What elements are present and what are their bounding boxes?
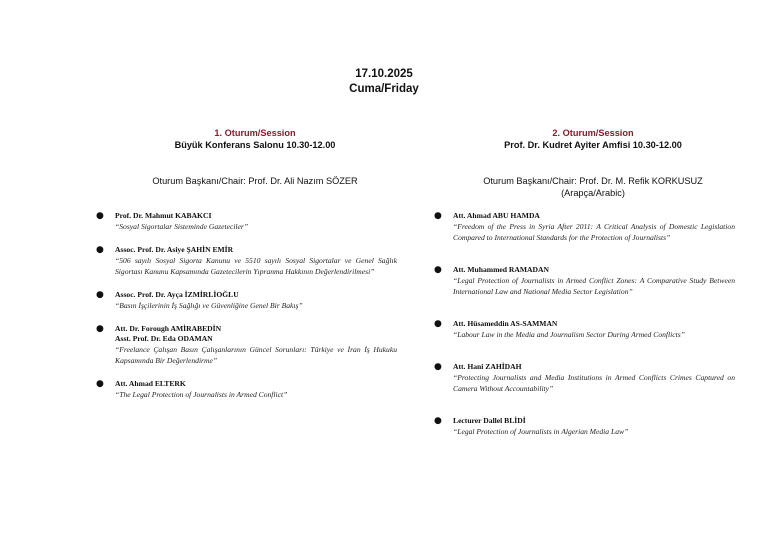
speaker-name: Att. Hani ZAHİDAH (453, 362, 522, 371)
talk-title: “506 sayılı Sosyal Sigorta Kanunu ve 5510 sayılı Sosyal Sigortalar ve Genel Sağlık Sigortası Kanunu Kapsamında Gazetecilerin Yıpranma Hakkının Değerlendirilmesi” (115, 256, 397, 276)
talk-item (428, 319, 758, 340)
session-chair: Oturum Başkanı/Chair: Prof. Dr. M. Refik KORKUSUZ (483, 176, 703, 186)
talk-title: “Legal Protection of Journalists in Armed Conflict Zones: A Comparative Study Between International Law and National Media Sector Legislation” (453, 276, 735, 296)
bullet-icon: ● (434, 211, 442, 221)
speaker-name: Assoc. Prof. Dr. Ayça İZMİRLİOĞLU (115, 290, 239, 299)
talk-item (428, 211, 758, 243)
talk-item (90, 290, 420, 311)
talk-item (428, 416, 758, 437)
date-heading: 17.10.2025 (355, 68, 413, 80)
session-room: Büyük Konferans Salonu 10.30-12.00 (174, 140, 336, 150)
bullet-icon: ● (96, 211, 104, 221)
talk-title: “Protecting Journalists and Media Institutions in Armed Conflicts Crimes Captured on Camera Without Accountability” (453, 373, 735, 393)
session-1 (90, 127, 420, 413)
talk-item (90, 379, 420, 400)
bullet-icon: ● (96, 290, 104, 300)
speaker-name: Assoc. Prof. Dr. Asiye ŞAHİN EMİR (115, 245, 234, 254)
speaker-name: Lecturer Dallel BLİDİ (453, 416, 526, 425)
speaker-name: Att. Muhammed RAMADAN (453, 265, 549, 274)
talk-title: “Freedom of the Press in Syria After 2011: A Critical Analysis of Domestic Legislation Compared to International Standards for the Protection of Journalists” (453, 222, 735, 242)
talk-title: “Sosyal Sigortalar Sisteminde Gazeteciler” (115, 222, 249, 231)
talk-list (90, 211, 420, 400)
day-heading: Cuma/Friday (349, 83, 419, 95)
bullet-icon: ● (434, 319, 442, 329)
speaker-name: Att. Hüsameddin AS-SAMMAN (453, 319, 558, 328)
speaker-name: Asst. Prof. Dr. Eda ODAMAN (115, 334, 213, 343)
talk-item (428, 265, 758, 297)
session-title: 1. Oturum/Session (214, 128, 296, 138)
session-chair: Oturum Başkanı/Chair: Prof. Dr. Ali Nazım SÖZER (152, 176, 358, 186)
speaker-name: Att. Ahmad ABU HAMDA (453, 211, 540, 220)
talk-item (90, 211, 420, 232)
bullet-icon: ● (434, 416, 442, 426)
talk-title: “Legal Protection of Journalists in Algerian Media Law” (453, 427, 629, 436)
bullet-icon: ● (434, 265, 442, 275)
session-2 (428, 127, 758, 450)
bullet-icon: ● (434, 362, 442, 372)
session-title: 2. Oturum/Session (552, 128, 634, 138)
talk-title: “The Legal Protection of Journalists in Armed Conflict” (115, 390, 288, 399)
speaker-name: Prof. Dr. Mahmut KABAKCI (115, 211, 212, 220)
talk-item (90, 245, 420, 277)
bullet-icon: ● (96, 379, 104, 389)
talk-item (90, 324, 420, 366)
bullet-icon: ● (96, 245, 104, 255)
speaker-name: Att. Ahmad ELTERK (115, 379, 186, 388)
talk-item (428, 362, 758, 394)
talk-title: “Freelance Çalışan Basın Çalışanlarının Güncel Sorunları: Türkiye ve İran İş Hukuku Kapsamında Bir Değerlendirme” (115, 345, 397, 365)
bullet-icon: ● (96, 324, 104, 334)
talk-list (428, 211, 758, 437)
speaker-name: Att. Dr. Forough AMİRABEDİN (115, 324, 222, 333)
talk-title: “Labour Law in the Media and Journalism Sector During Armed Conflicts” (453, 330, 685, 339)
talk-title: “Basın İşçilerinin İş Sağlığı ve Güvenliğine Genel Bir Bakış” (115, 301, 303, 310)
session-room: Prof. Dr. Kudret Ayiter Amfisi 10.30-12.00 (504, 140, 682, 150)
session-language-note: (Arapça/Arabic) (561, 188, 625, 198)
